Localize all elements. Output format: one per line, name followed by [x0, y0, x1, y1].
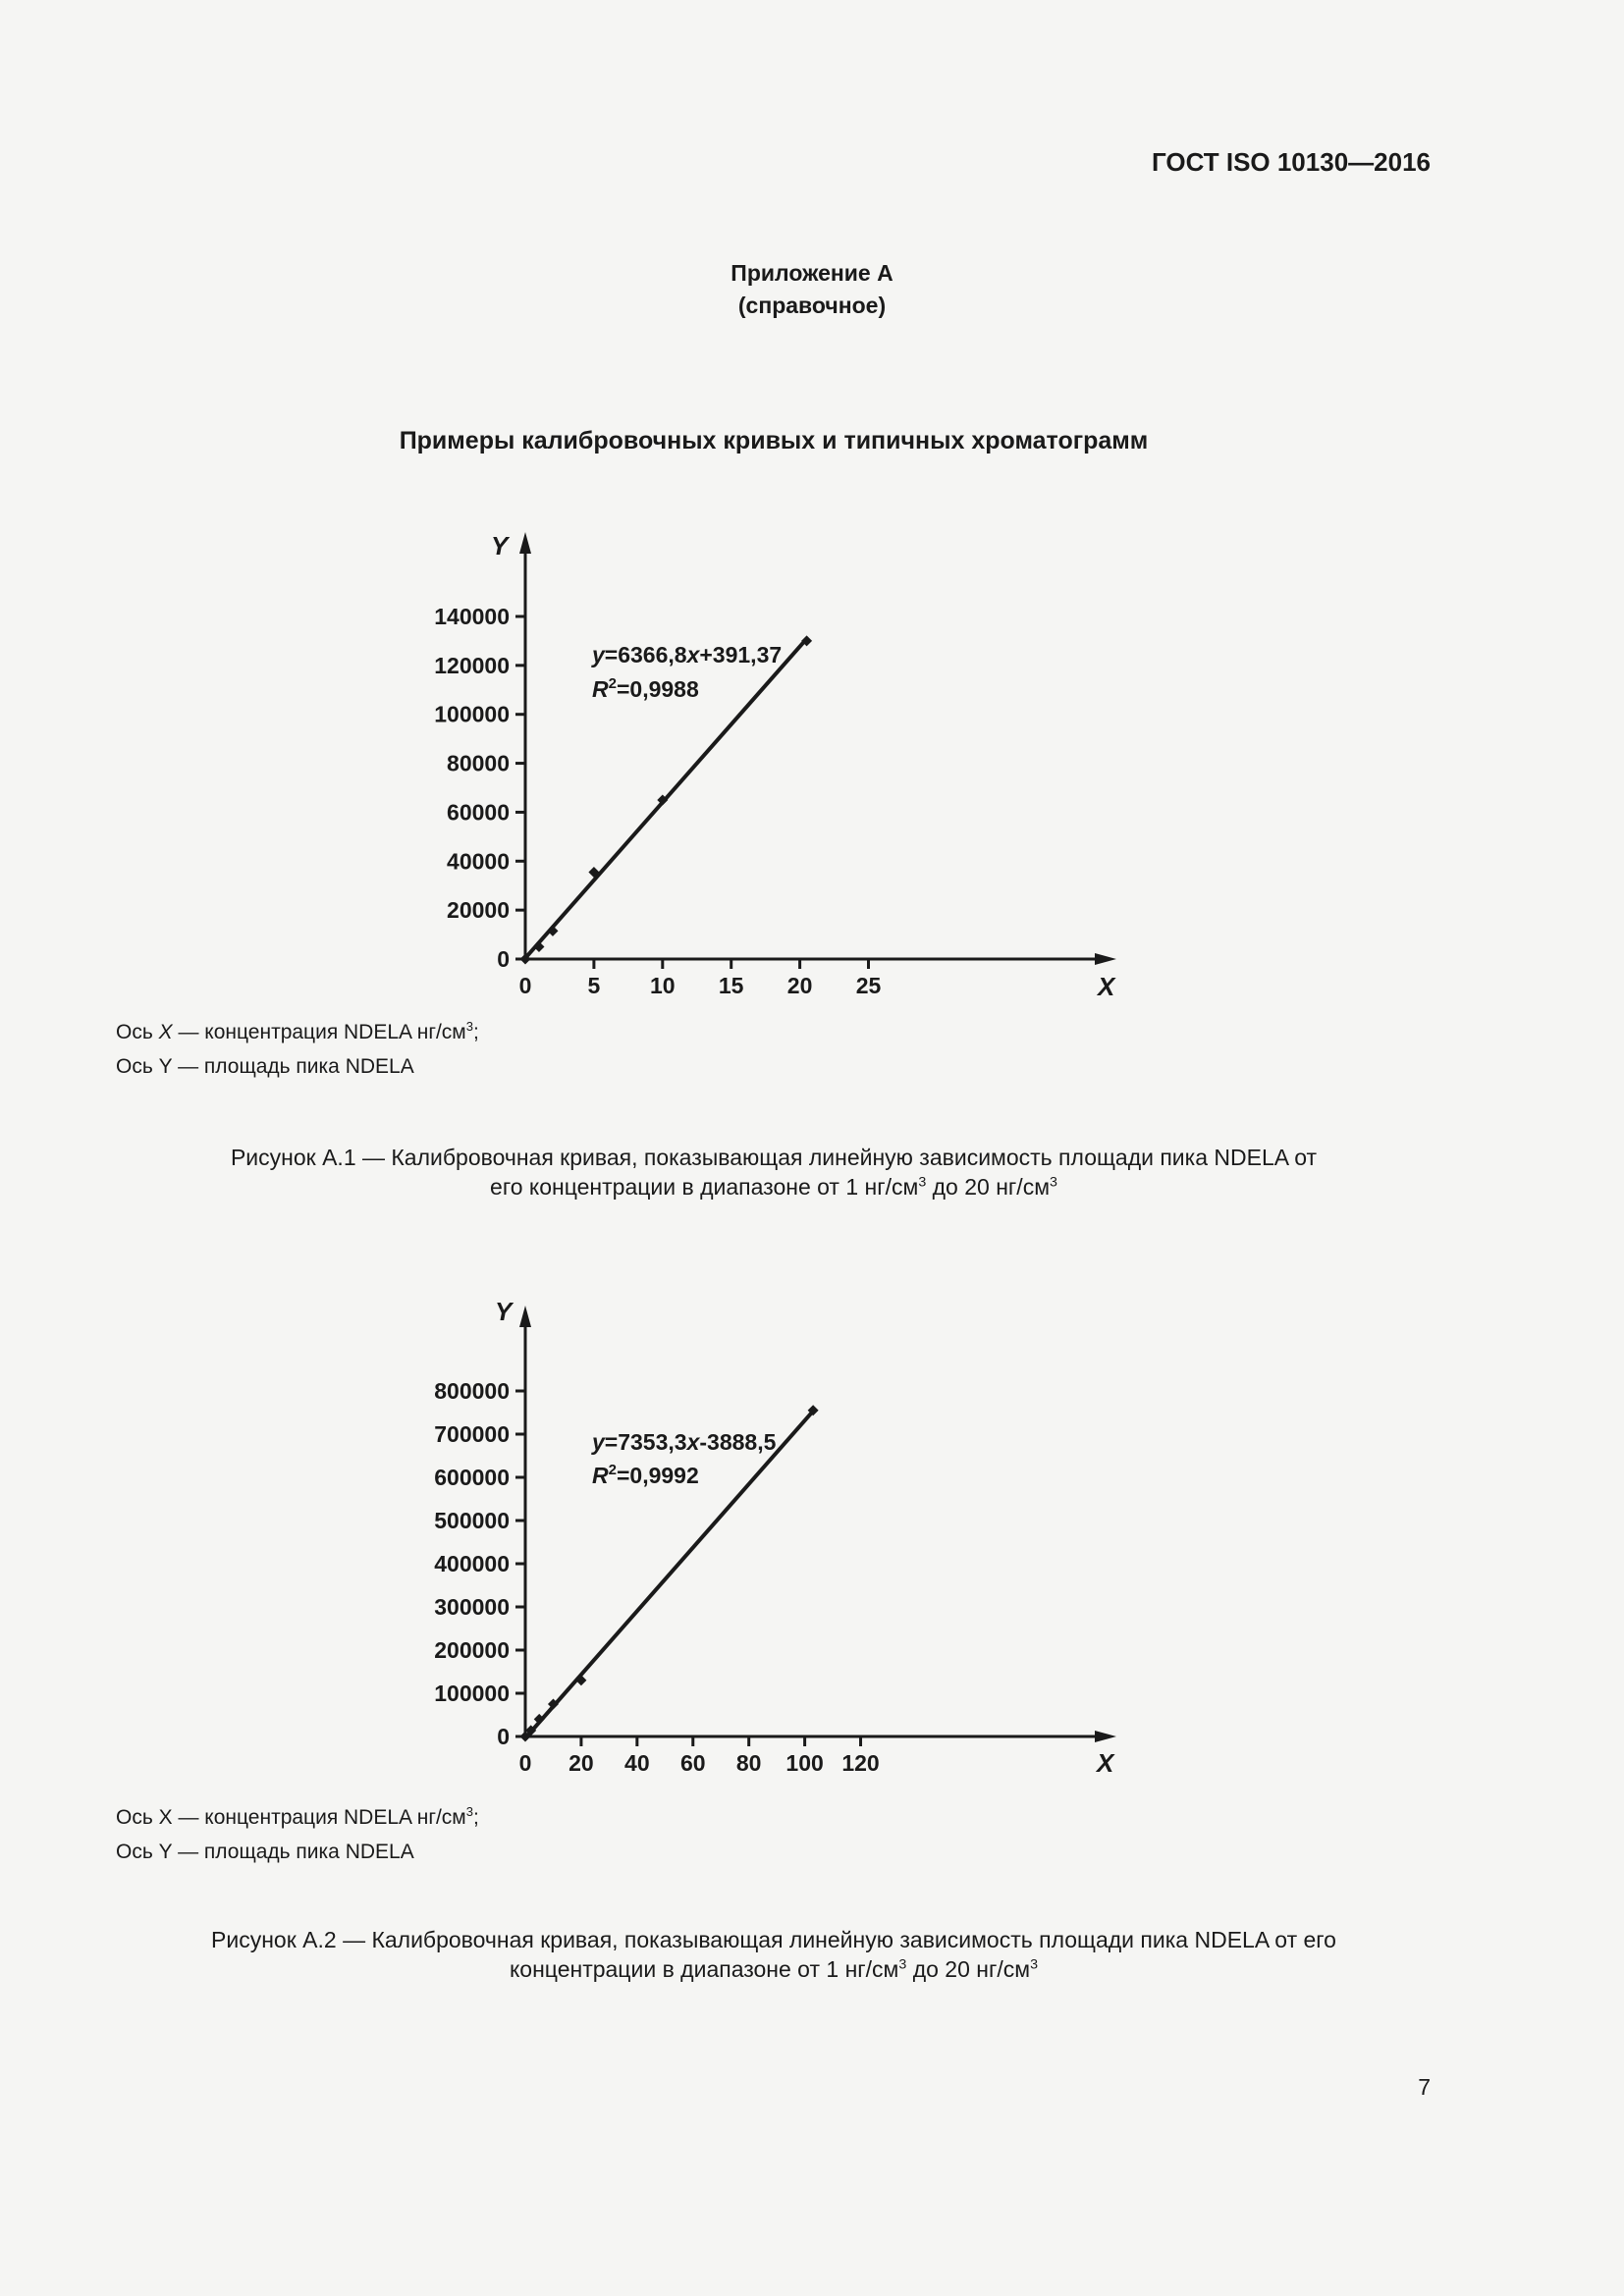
x-tick-label: 10	[650, 973, 676, 998]
section-title: Примеры калибровочных кривых и типичных хроматограмм	[399, 427, 1149, 454]
y-tick-label: 800000	[434, 1378, 510, 1404]
y-tick-label: 500000	[434, 1508, 510, 1533]
y-tick-label: 80000	[447, 750, 510, 776]
x-tick-label: 80	[735, 1750, 762, 1776]
y-ticks	[434, 604, 525, 972]
y-tick-label: 400000	[434, 1551, 510, 1576]
y-tick-label: 100000	[434, 701, 510, 727]
y-tick-label: 0	[497, 946, 510, 972]
trend-line	[527, 1411, 814, 1736]
x-tick-label: 20	[568, 1750, 594, 1776]
chart-axes	[491, 531, 1116, 1001]
legend-y-axis: Ось Y — площадь пика NDELA	[116, 1055, 414, 1078]
x-tick-label: 5	[587, 973, 601, 998]
appendix-subtitle: (справочное)	[737, 293, 887, 318]
calibration-chart-2	[412, 1296, 1139, 1787]
x-tick-label: 100	[785, 1750, 824, 1776]
appendix-heading	[0, 257, 1624, 322]
calibration-chart-1	[412, 520, 1139, 1011]
x-axis-arrow	[1095, 1731, 1116, 1742]
x-tick-label: 20	[786, 973, 813, 998]
y-tick-label: 120000	[434, 652, 510, 678]
caption-line-1: Рисунок А.2 — Калибровочная кривая, показывающая линейную зависимость площади пика NDELA от его	[211, 1927, 1336, 1952]
legend-y-axis: Ось Y — площадь пика NDELA	[116, 1841, 414, 1863]
caption-line-2: концентрации в диапазоне от 1 $нг/см^3$ до 20 $нг/см^3$	[509, 1956, 1039, 1982]
y-axis-arrow	[519, 1306, 531, 1327]
figure-2-legend	[116, 1800, 479, 1869]
y-tick-label: 60000	[447, 799, 510, 826]
r-squared-label: $R^2=0,9988$	[592, 675, 699, 702]
x-tick-label: 120	[841, 1750, 880, 1776]
x-ticks	[519, 959, 882, 998]
y-tick-label: 600000	[434, 1465, 510, 1490]
caption-line-2: его концентрации в диапазоне от 1 $нг/см^3$ до 20 $нг/см^3$	[490, 1174, 1057, 1200]
y-tick-label: 140000	[434, 604, 510, 629]
legend-x-axis: Ось X — концентрация NDELA $нг/см^3$;	[116, 1804, 479, 1829]
page-number: 7	[1418, 2074, 1431, 2100]
regression-equation: y=6366,8x+391,37	[592, 642, 783, 667]
y-axis-label: Y	[495, 1297, 513, 1326]
y-tick-label: 300000	[434, 1594, 510, 1620]
x-ticks	[519, 1736, 880, 1776]
x-axis-label: X	[1098, 972, 1115, 1001]
x-axis-label: X	[1097, 1748, 1114, 1778]
x-tick-label: 15	[718, 973, 744, 998]
y-tick-label: 0	[497, 1724, 510, 1749]
y-tick-label: 40000	[447, 848, 510, 875]
regression-equation: y=7353,3x-3888,5	[592, 1429, 777, 1455]
x-tick-label: 60	[679, 1750, 706, 1776]
y-ticks	[434, 1378, 525, 1749]
data-point	[547, 926, 558, 936]
caption-line-1: Рисунок А.1 — Калибровочная кривая, показывающая линейную зависимость площади пика NDELA от	[230, 1145, 1318, 1170]
x-axis-arrow	[1095, 953, 1116, 965]
y-tick-label: 20000	[447, 897, 510, 924]
data-point	[533, 941, 544, 952]
appendix-title: Приложение А	[731, 260, 893, 286]
y-tick-label: 700000	[434, 1421, 510, 1447]
r-squared-label: $R^2=0,9992$	[592, 1462, 699, 1488]
standard-number: ГОСТ ISO 10130—2016	[1151, 147, 1431, 177]
figure-2-caption	[0, 1925, 1547, 1984]
figure-1-caption	[0, 1143, 1547, 1201]
y-tick-label: 100000	[434, 1681, 510, 1706]
y-tick-label: 200000	[434, 1637, 510, 1663]
chart-axes	[495, 1297, 1116, 1778]
x-tick-label: 25	[855, 973, 882, 998]
x-tick-label: 40	[624, 1750, 650, 1776]
legend-x-axis: Ось X — концентрация NDELA $нг/см^3$;	[116, 1019, 479, 1043]
x-tick-label: 0	[518, 1750, 532, 1776]
y-axis-label: Y	[491, 531, 509, 561]
y-axis-arrow	[519, 532, 531, 554]
x-tick-label: 0	[518, 973, 532, 998]
figure-1-legend	[116, 1015, 479, 1084]
